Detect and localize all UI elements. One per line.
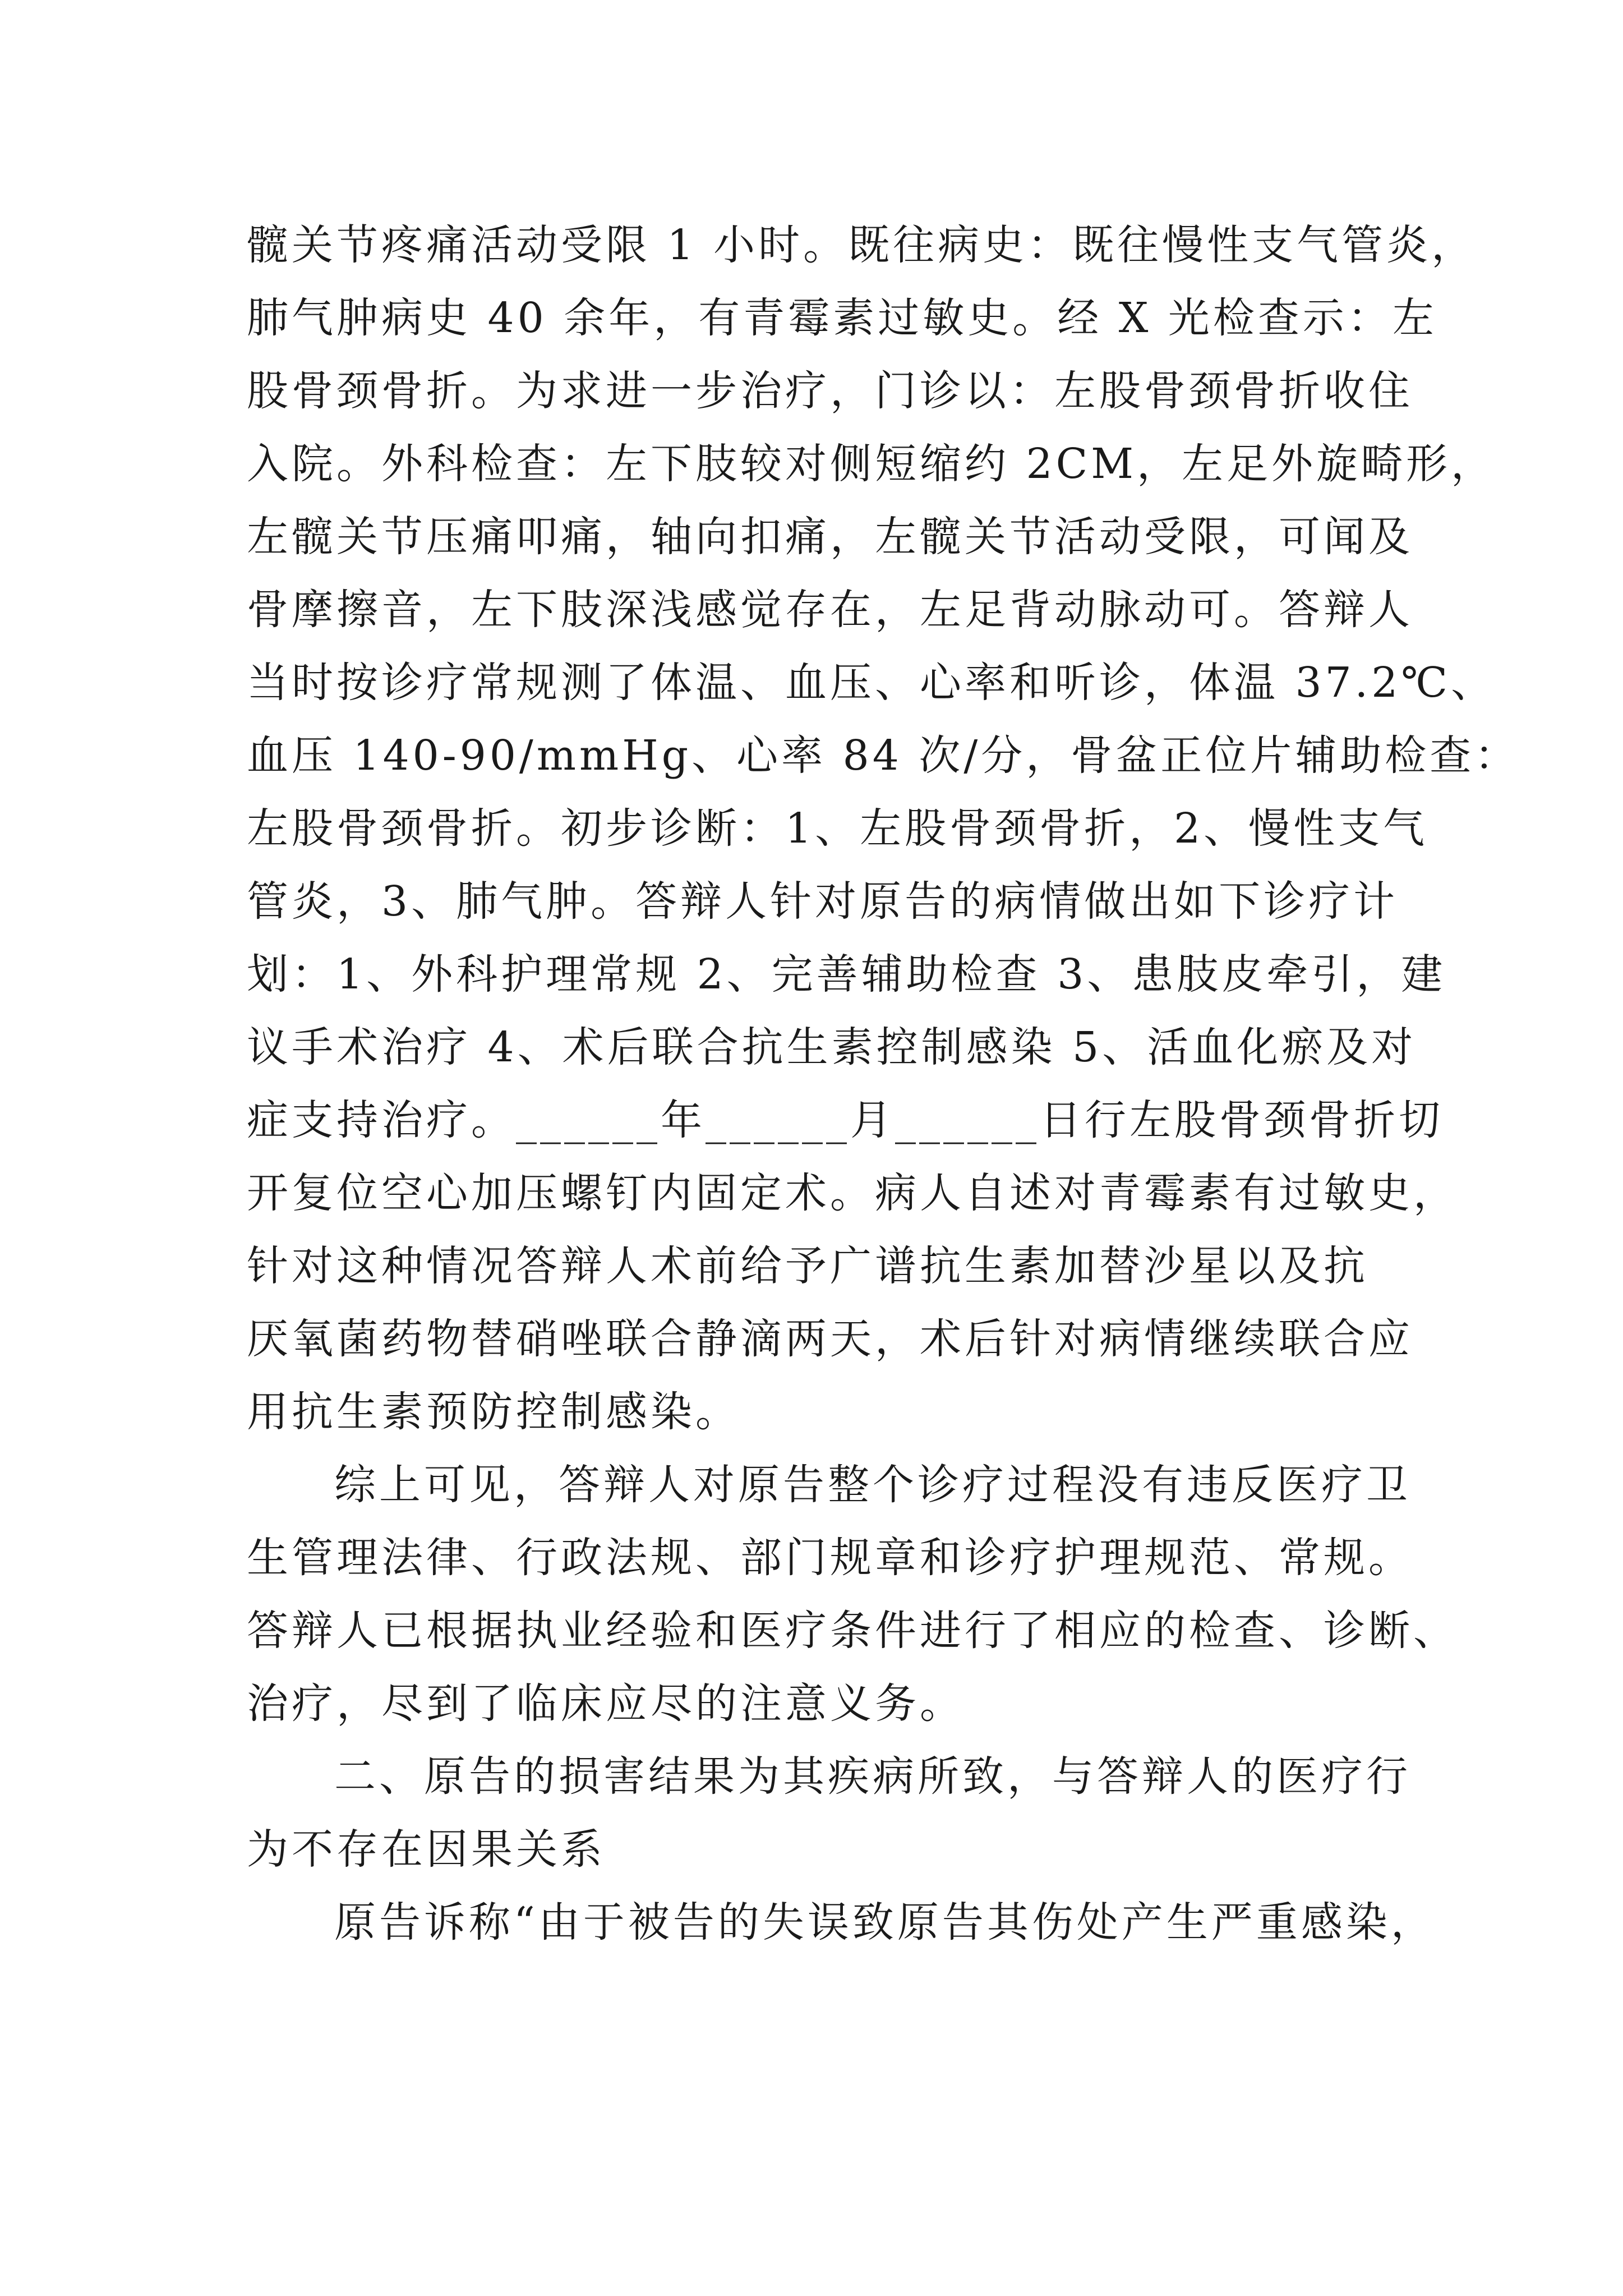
text-line: 用抗生素预防控制感染。 [247,1388,740,1436]
text-line: 厌氧菌药物替硝唑联合静滴两天，术后针对病情继续联合应 [247,1315,1413,1363]
section-heading-line: 为不存在因果关系 [247,1825,606,1874]
text-line: 针对这种情况答辩人术前给予广谱抗生素加替沙星以及抗 [247,1242,1368,1290]
text-line: 生管理法律、行政法规、部门规章和诊疗护理规范、常规。 [247,1534,1413,1582]
text-line: 症支持治疗。______年______月______日行左股骨颈骨折切 [247,1096,1444,1144]
text-line: 肺气肿病史 40 余年，有青霉素过敏史。经 X 光检查示：左 [247,294,1437,342]
text-line: 髋关节疼痛活动受限 1 小时。既往病史：既往慢性支气管炎， [247,221,1477,269]
text-line: 当时按诊疗常规测了体温、血压、心率和听诊，体温 37.2℃、 [247,659,1496,707]
text-line: 开复位空心加压螺钉内固定术。病人自述对青霉素有过敏史， [247,1169,1458,1217]
paragraph-start-line: 综上可见，答辩人对原告整个诊疗过程没有违反医疗卫 [334,1461,1411,1509]
section-heading-line: 二、原告的损害结果为其疾病所致，与答辩人的医疗行 [334,1752,1411,1801]
document-body [247,209,1520,1959]
text-line: 管炎，3、肺气肿。答辩人针对原告的病情做出如下诊疗计 [247,877,1399,926]
text-line: 答辩人已根据执业经验和医疗条件进行了相应的检查、诊断、 [247,1607,1458,1655]
text-line: 划：1、外科护理常规 2、完善辅助检查 3、患肢皮牵引，建 [247,950,1446,999]
paragraph-start-line: 原告诉称“由于被告的失误致原告其伤处产生严重感染， [334,1898,1436,1947]
text-line: 骨摩擦音，左下肢深浅感觉存在，左足背动脉动可。答辩人 [247,586,1413,634]
text-line: 入院。外科检查：左下肢较对侧短缩约 2CM，左足外旋畸形， [247,440,1496,488]
text-line: 股骨颈骨折。为求进一步治疗，门诊以：左股骨颈骨折收住 [247,367,1413,415]
text-line: 议手术治疗 4、术后联合抗生素控制感染 5、活血化瘀及对 [247,1023,1417,1071]
text-line: 治疗，尽到了临床应尽的注意义务。 [247,1680,965,1728]
text-line: 血压 140-90/mmHg、心率 84 次/分，骨盆正位片辅助检查： [247,731,1520,780]
text-line: 左股骨颈骨折。初步诊断：1、左股骨颈骨折，2、慢性支气 [247,804,1428,853]
text-line: 左髋关节压痛叩痛，轴向扣痛，左髋关节活动受限，可闻及 [247,513,1413,561]
